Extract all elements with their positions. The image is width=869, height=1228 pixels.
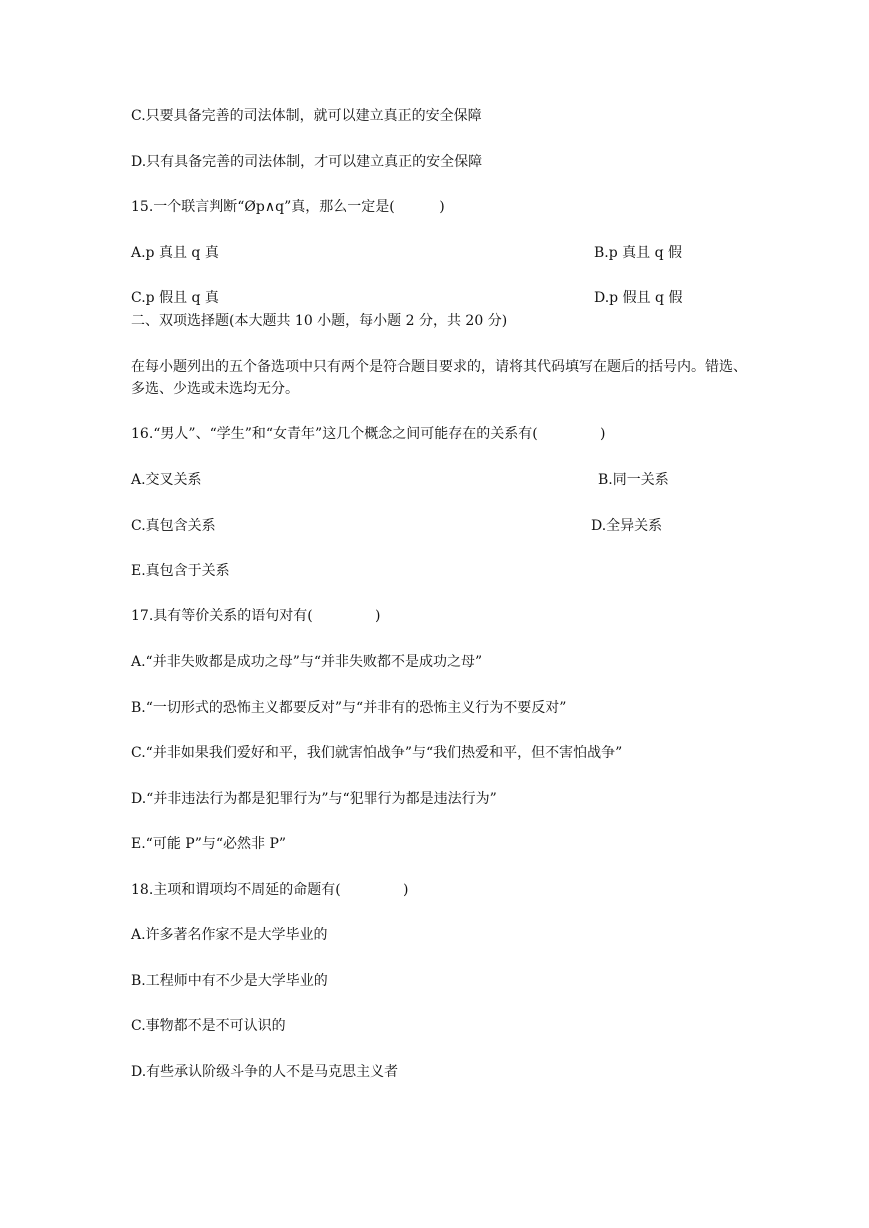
q17-option-c: C.“并非如果我们爱好和平，我们就害怕战争”与“我们热爱和平，但不害怕战争” — [131, 745, 623, 761]
q15-option-a: A.p 真且 q 真 — [131, 245, 219, 261]
q15-option-b: B.p 真且 q 假 — [594, 245, 683, 261]
q14-option-d: D.只有具备完善的司法体制，才可以建立真正的安全保障 — [131, 154, 483, 170]
q17-option-d: D.“并非违法行为都是犯罪行为”与“犯罪行为都是违法行为” — [131, 791, 497, 807]
q15-option-d: D.p 假且 q 假 — [594, 290, 683, 306]
section-heading: 二、双项选择题(本大题共 10 小题，每小题 2 分，共 20 分) — [131, 313, 508, 329]
q16-option-d: D.全异关系 — [591, 518, 663, 534]
section-instruction: 在每小题列出的五个备选项中只有两个是符合题目要求的，请将其代码填写在题后的括号内。错选、多选、少选或未选均无分。 — [131, 359, 747, 397]
q18-option-a: A.许多著名作家不是大学毕业的 — [131, 927, 328, 943]
q16-option-c: C.真包含关系 — [131, 518, 216, 534]
q18-option-b: B.工程师中有不少是大学毕业的 — [131, 973, 328, 989]
q14-option-c: C.只要具备完善的司法体制，就可以建立真正的安全保障 — [131, 108, 482, 124]
q16-option-a: A.交叉关系 — [131, 472, 202, 488]
q17-option-e: E.“可能 P”与“必然非 P” — [131, 836, 287, 852]
q16-option-b: B.同一关系 — [598, 472, 669, 488]
q17-option-a: A.“并非失败都是成功之母”与“并非失败都不是成功之母” — [131, 654, 483, 670]
q17-option-b: B.“一切形式的恐怖主义都要反对”与“并非有的恐怖主义行为不要反对” — [131, 700, 567, 716]
q15-option-c: C.p 假且 q 真 — [131, 290, 219, 306]
q17-stem: 17.具有等价关系的语句对有( ) — [131, 608, 381, 624]
q18-option-c: C.事物都不是不可认识的 — [131, 1018, 286, 1034]
q15-stem: 15.一个联言判断“Øp∧q”真，那么一定是( ) — [131, 199, 445, 215]
q16-stem: 16.“男人”、“学生”和“女青年”这几个概念之间可能存在的关系有( ) — [131, 426, 606, 442]
q18-stem: 18.主项和谓项均不周延的命题有( ) — [131, 882, 409, 898]
q16-option-e: E.真包含于关系 — [131, 563, 230, 579]
q18-option-d: D.有些承认阶级斗争的人不是马克思主义者 — [131, 1064, 399, 1080]
